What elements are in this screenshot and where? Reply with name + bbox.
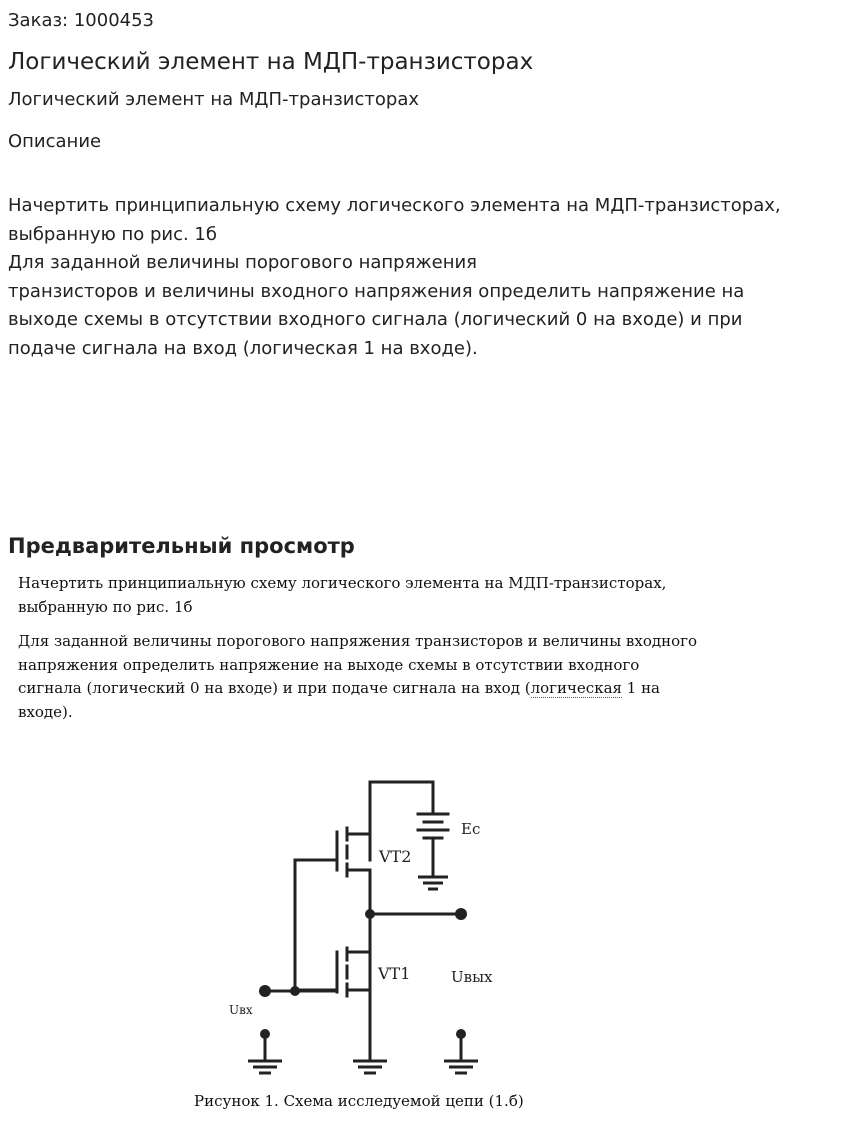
description-line: выходе схемы в отсутствии входного сигнала (логический 0 на входе) и при: [8, 309, 743, 330]
junction-dot: [290, 986, 300, 996]
output-terminal: [455, 908, 467, 920]
description-line: выбранную по рис. 1б: [8, 223, 217, 245]
description-line: Для заданной величины порогового напряжения: [8, 252, 477, 273]
junction-dot: [365, 909, 375, 919]
preview-text: сигнала (логический 0 на входе) и при подаче сигнала на вход (: [18, 679, 531, 697]
order-label: Заказ:: [8, 10, 69, 31]
preview-line: [18, 677, 758, 701]
preview-text: 1 на: [621, 679, 661, 697]
figure-caption: Рисунок 1. Схема исследуемой цепи (1.б): [194, 1092, 524, 1110]
preview-line: напряжения определить напряжение на выходе схемы в отсутствии входного: [18, 655, 640, 674]
supply-label: Ec: [461, 820, 481, 838]
output-ground-terminal: [456, 1029, 466, 1039]
preview-document: [18, 572, 758, 724]
input-label: Uвх: [229, 1003, 253, 1017]
order-number: [8, 10, 154, 31]
description-heading: Описание: [8, 131, 102, 152]
preview-line: Для заданной величины порогового напряжения транзисторов и величины входного: [18, 632, 698, 650]
description-line: подаче сигнала на вход (логическая 1 на входе).: [8, 337, 478, 359]
vt2-label: VT2: [379, 847, 412, 866]
vt1-label: VT1: [378, 964, 411, 983]
description-text: [8, 192, 838, 363]
circuit-diagram: [215, 770, 515, 1080]
description-line: транзисторов и величины входного напряжения определить напряжение на: [8, 280, 745, 302]
vt1-gate-feed: [295, 860, 337, 990]
output-label: Uвых: [451, 968, 493, 986]
preview-line: выбранную по рис. 1б: [18, 597, 193, 616]
page-title: Логический элемент на МДП-транзисторах: [8, 49, 534, 75]
input-terminal: [259, 985, 271, 997]
preview-heading: Предварительный просмотр: [8, 534, 355, 558]
page-subtitle: Логический элемент на МДП-транзисторах: [8, 89, 420, 110]
input-ground-terminal: [260, 1029, 270, 1039]
description-line: Начертить принципиальную схему логического элемента на МДП-транзисторах,: [8, 195, 781, 216]
preview-line: входе).: [18, 702, 73, 721]
preview-underlined-word: логическая: [530, 679, 622, 697]
ground-symbols: [248, 877, 478, 1073]
preview-line: Начертить принципиальную схему логического элемента на МДП-транзисторах,: [18, 574, 667, 592]
order-value: 1000453: [73, 10, 155, 31]
